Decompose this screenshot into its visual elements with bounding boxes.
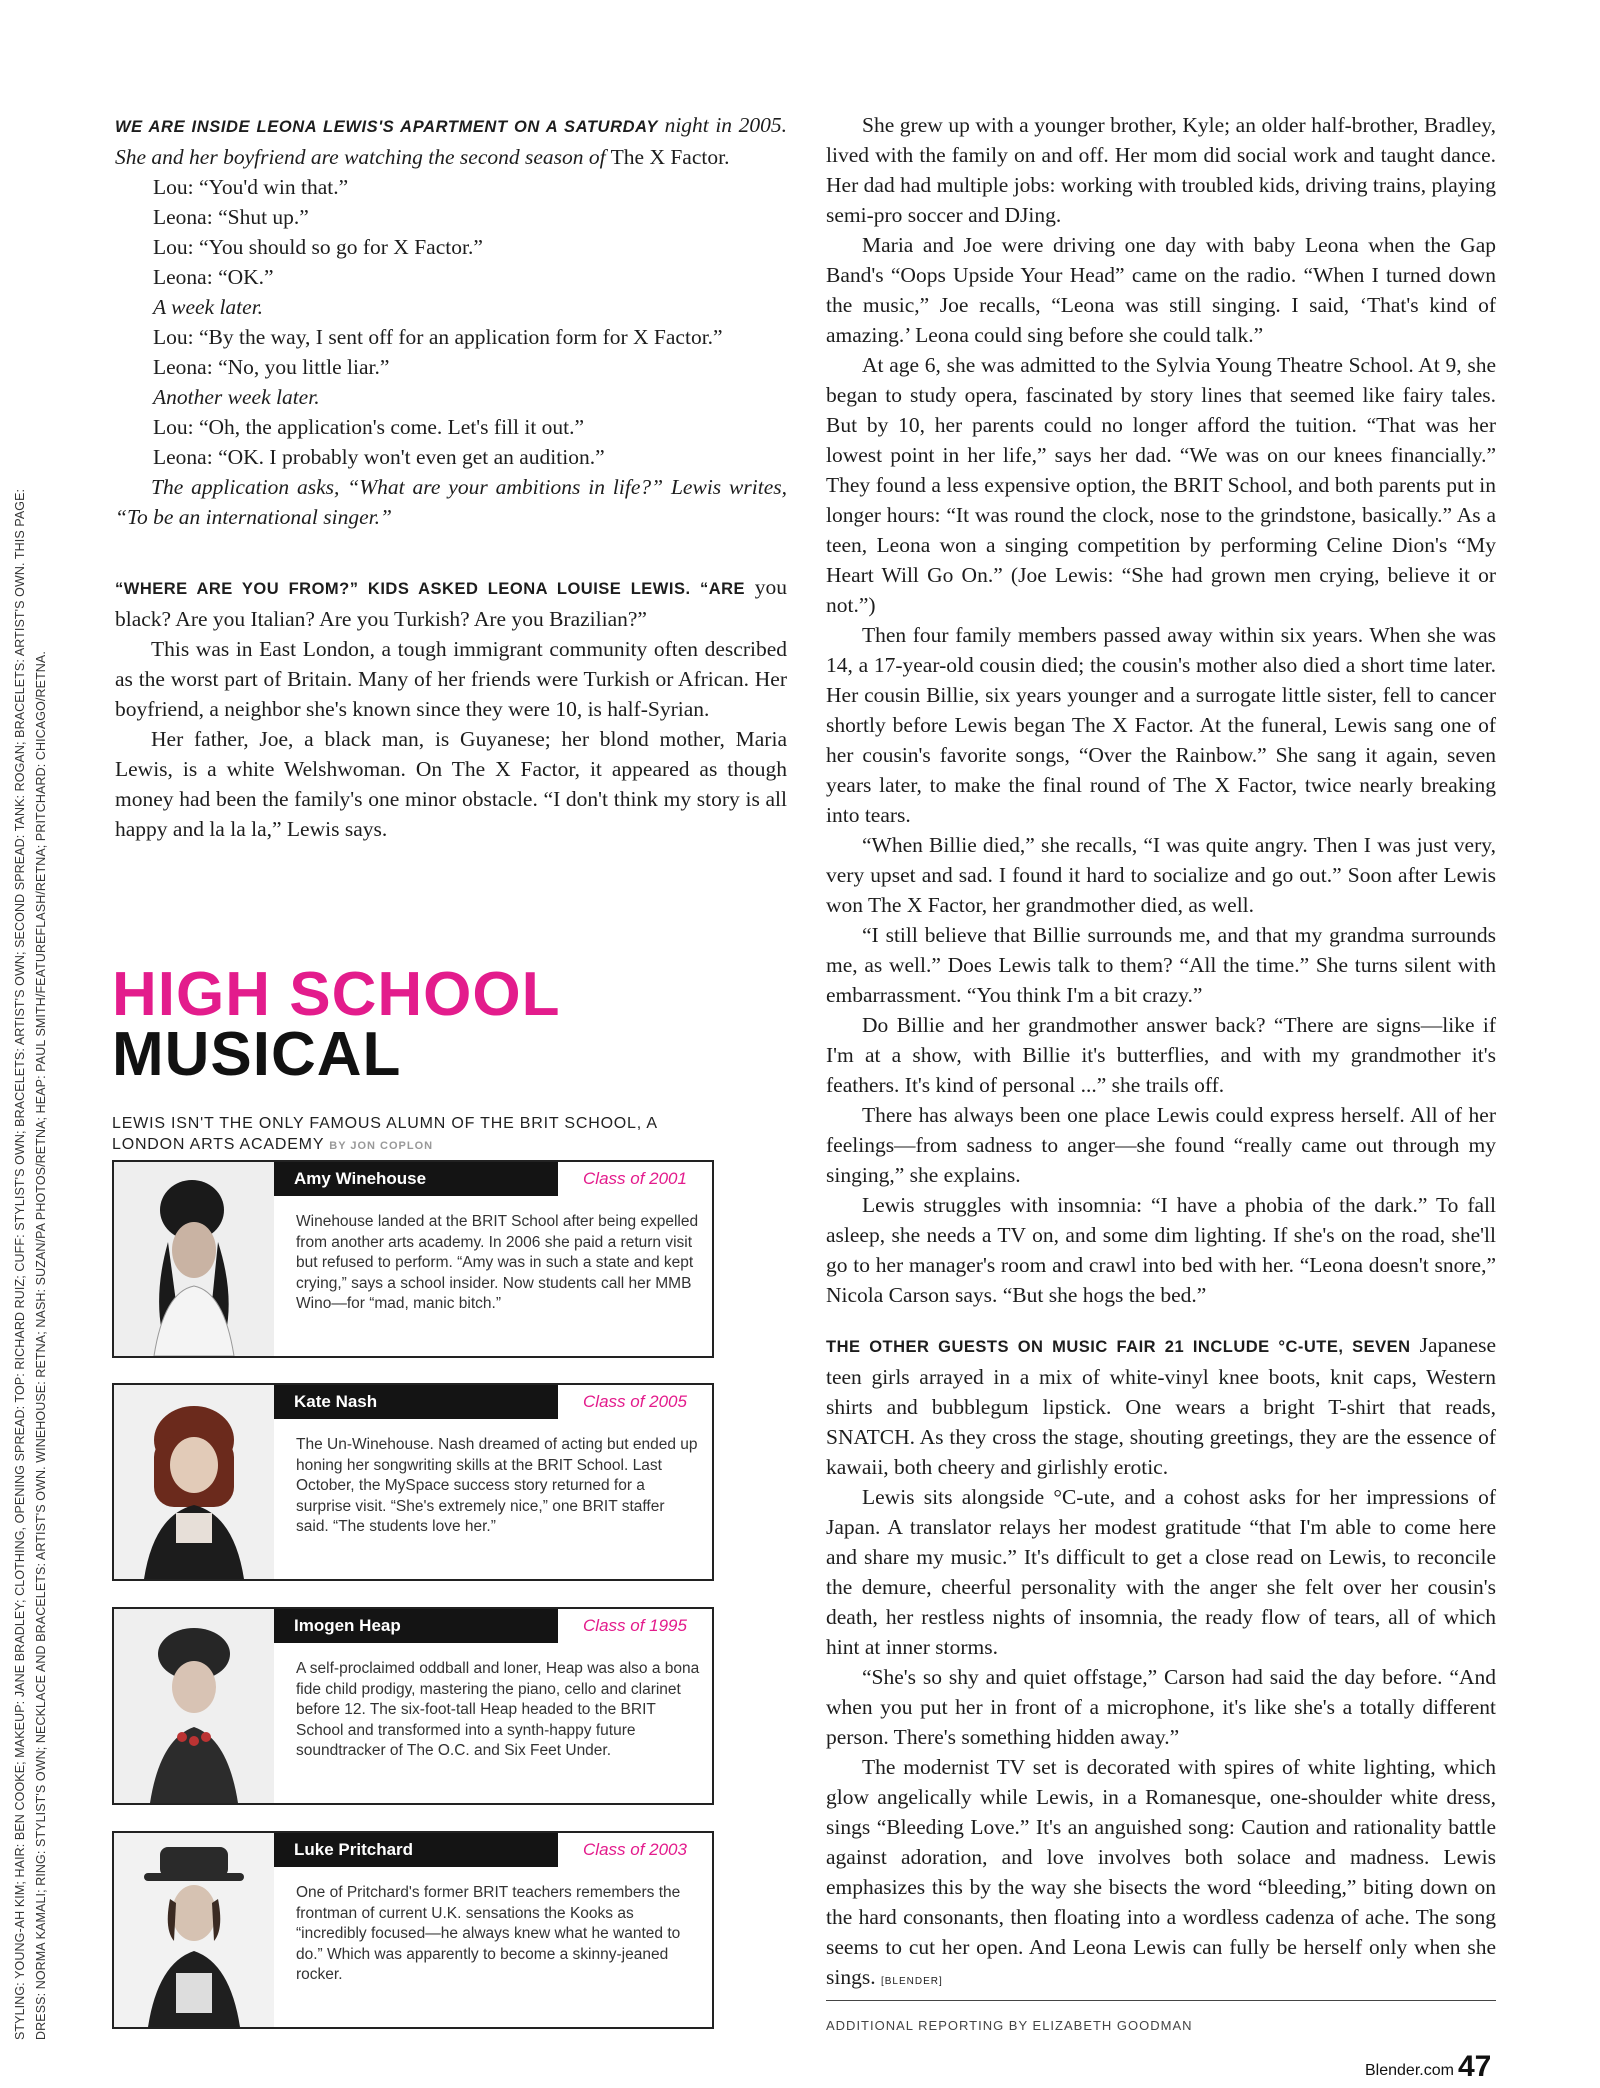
- alumni-text: One of Pritchard's former BRIT teachers remembers the frontman of current U.K. sensations the Kooks as “incredibly focused—he always knew what he wanted to do.” Which was apparently to become a skinny-jeaned rocker.: [296, 1884, 681, 1983]
- footer-divider: [826, 2000, 1496, 2001]
- page-number: 47: [1458, 2050, 1492, 2083]
- final-paragraph-text: The modernist TV set is decorated with spires of white lighting, which glow angelically while Lewis, in a Romanesque, one-shoulder white dress, sings “Bleeding Love.” It's an anguished song: Caution and rationality battle against adoration, and love involves both solace and madness. Lewis emphasizes this by the way she bisects the word “bleeding,” biting down on the hard consonants, then floating into a wordless cadenza of ache. The song seems to cut her open. And Leona Lewis can fully be herself only when she sings.: [826, 1755, 1496, 1989]
- section2-rest: you black? Are you Italian? Are you Turkish? Are you Brazilian?”: [115, 575, 788, 631]
- body-paragraph: Do Billie and her grandmother answer back? “There are signs—like if I'm at a show, with Billie it's butterflies, and with my grandmother it's feathers. It's kind of personal ...” she trails off.: [826, 1013, 1496, 1097]
- body-paragraph: This was in East London, a tough immigrant community often described as the worst part of Britain. Many of her friends were Turkish or African. Her boyfriend, a neighbor she's known since they were 10, is half-Syrian.: [115, 637, 787, 721]
- body-paragraph: Her father, Joe, a black man, is Guyanese; her blond mother, Maria Lewis, is a white Welshwoman. On The X Factor, it appeared as though money had been the family's one minor obstacle. “I don't think my story is all happy and la la la,” Lewis says.: [115, 727, 787, 841]
- body-paragraph: Lewis sits alongside °C-ute, and a cohost asks for her impressions of Japan. A translator relays her modest gratitude “that I'm able to come here and share my music.” It's difficult to get a close read on Lewis, to reconcile the demure, cheerful personality with the anger she felt over her cousin's death, her restless nights of insomnia, the ready flow of tears, all of which hint at inner storms.: [826, 1485, 1496, 1659]
- dialogue-line: Leona: “No, you little liar.”: [153, 355, 390, 379]
- lead-rest: night in 2005. She and her boyfriend are watching the second season of: [115, 113, 787, 169]
- alumni-name: Imogen Heap: [274, 1609, 558, 1643]
- body-paragraph: “When Billie died,” she recalls, “I was quite angry. Then I was just very, very upset and sad. I found it hard to socialize and go out.” Soon after Lewis won The X Factor, her grandmother died, as well.: [826, 833, 1496, 917]
- end-mark: [BLENDER]: [880, 1976, 943, 1987]
- alumni-class: Class of 2005: [583, 1392, 687, 1411]
- sidebar-title-line1: HIGH SCHOOL: [112, 960, 561, 1029]
- body-paragraph: Then four family members passed away within six years. When she was 14, a 17-year-old cousin died; the cousin's mother also died a short time later. Her cousin Billie, six years younger and a surrogate little sister, fell to cancer shortly before Lewis began The X Factor. At the funeral, Lewis sang one of her cousin's favorite songs, “Over the Rainbow.” She sang it again, seven years later, to make the final round of The X Factor, twice nearly breaking into tears.: [826, 623, 1496, 827]
- alumni-card: [112, 1383, 714, 1581]
- folio-site: Blender.com: [1365, 2062, 1454, 2079]
- credits-line-1: STYLING: YOUNG-AH KIM; HAIR: BEN COOKE; MAKEUP: JANE BRADLEY; CLOTHING, OPENING SPREAD: TOP: RICHARD RUIZ; CUFF: STYLIST'S OWN; BRACELETS: ARTIST'S OWN; SECOND SPREAD: TANK: ROGAN; BRACELETS: ARTIST'S OWN. THIS PAGE:: [13, 488, 27, 2040]
- body-paragraph: [826, 1752, 1496, 1997]
- left-column: [115, 110, 787, 844]
- alumni-class: Class of 2003: [583, 1840, 687, 1859]
- alumni-card: [112, 1831, 714, 2029]
- sidebar-deck: [112, 1113, 712, 1157]
- sidebar-deck-text: LEWIS ISN'T THE ONLY FAMOUS ALUMN OF THE BRIT SCHOOL, A LONDON ARTS ACADEMY: [112, 1115, 657, 1153]
- alumni-text: The Un-Winehouse. Nash dreamed of acting but ended up honing her songwriting skills at the BRIT School. Last October, the MySpace success story returned for a surprise visit. “She's extremely nice,” one BRIT staffer said. “The students love her.”: [296, 1436, 698, 1535]
- section2-lead: [115, 572, 787, 634]
- dialogue-line: A week later.: [153, 295, 264, 319]
- body-paragraph: Maria and Joe were driving one day with baby Leona when the Gap Band's “Oops Upside Your Head” came on the radio. “When I turned down the music,” Joe recalls, “Leona was still singing. I said, ‘That's kind of amazing.’ Leona could sing before she could talk.”: [826, 233, 1496, 347]
- section3-lead: [826, 1330, 1496, 1482]
- dialogue-line: Leona: “Shut up.”: [153, 205, 309, 229]
- dialogue-line: Another week later.: [153, 385, 320, 409]
- credits-line-2: DRESS: NORMA KAMALI; RING: STYLIST'S OWN; NECKLACE AND BRACELETS: ARTIST'S OWN. WINEHOUSE: RETNA; NASH: SUZAN/PA PHOTOS/RETNA; HEAP: PAUL SMITH/FEATUREFLASH/RETNA; PRITCHARD: CHICAGO/RETNA.: [34, 651, 48, 2040]
- alumni-card: [112, 1607, 714, 1805]
- body-paragraph: “She's so shy and quiet offstage,” Carson had said the day before. “And when you put her in front of a microphone, it's like she's a totally different person. There's something hidden away.”: [826, 1665, 1496, 1749]
- alumni-class: Class of 2001: [583, 1169, 687, 1188]
- body-paragraph: Lewis struggles with insomnia: “I have a phobia of the dark.” To fall asleep, she needs a TV on, and some dim lighting. If she's on the road, she'll go to her manager's room and crawl into bed with her. “Leona doesn't snore,” Nicola Carson says. “But she hogs the bed.”: [826, 1193, 1496, 1307]
- alumni-name: Luke Pritchard: [274, 1833, 558, 1867]
- section2-caps: “WHERE ARE YOU FROM?” KIDS ASKED LEONA LOUISE LEWIS. “ARE: [115, 580, 746, 598]
- body-paragraph: At age 6, she was admitted to the Sylvia Young Theatre School. At 9, she began to study opera, fascinated by story lines that seemed like fairy tales. But by 10, her parents could no longer afford the tuition. “That was her lowest point in her life,” says her dad. “We was on our knees financially.” They found a less expensive option, the BRIT School, and both parents put in longer hours: “It was round the clock, nose to the grindstone, basically.” As a teen, Leona won a singing competition by performing Celine Dion's “My Heart Will Go On.” (Joe Lewis: “She had grown men crying, believe it or not.”): [826, 353, 1496, 617]
- photo-credits: [10, 460, 54, 2040]
- sidebar-title-line2: MUSICAL: [112, 1020, 402, 1089]
- alumni-text: Winehouse landed at the BRIT School after being expelled from another arts academy. In 2006 she paid a return visit but refused to perform. “Amy was in such a state and kept crying,” says a school insider. Now students call her MMB Wino—for “mad, manic bitch.”: [296, 1213, 699, 1312]
- alumni-text: A self-proclaimed oddball and loner, Heap was also a bona fide child prodigy, mastering the piano, cello and clarinet before 12. The six-foot-tall Heap headed to the BRIT School and transformed into a synth-happy future soundtracker of The O.C. and Six Feet Under.: [296, 1660, 700, 1759]
- dialogue-line: Lou: “You should so go for X Factor.”: [153, 235, 483, 259]
- section3-caps: THE OTHER GUESTS ON MUSIC FAIR 21 INCLUDE °C-UTE, SEVEN: [826, 1338, 1411, 1356]
- right-column: [826, 110, 1496, 1997]
- dialogue-line: Lou: “You'd win that.”: [153, 175, 349, 199]
- application-paragraph: The application asks, “What are your ambitions in life?” Lewis writes, “To be an international singer.”: [115, 475, 787, 529]
- alumni-photo: [114, 1385, 274, 1579]
- dialogue-line: Leona: “OK.”: [153, 265, 274, 289]
- alumni-class: Class of 1995: [583, 1616, 687, 1635]
- alumni-name: Amy Winehouse: [274, 1162, 558, 1196]
- lead-caps: WE ARE INSIDE LEONA LEWIS'S APARTMENT ON A SATURDAY: [115, 118, 659, 136]
- section3-rest: Japanese teen girls arrayed in a mix of white-vinyl knee boots, knit caps, Western shirts and bubblegum lipstick. One wears a bright T-shirt that reads, SNATCH. As they cross the stage, shouting greetings, they are the essence of kawaii, both cheery and girlishly erotic.: [826, 1333, 1497, 1479]
- alumni-photo: [114, 1833, 274, 2027]
- lead-paragraph: [115, 110, 787, 172]
- body-paragraph: There has always been one place Lewis could express herself. All of her feelings—from sadness to anger—she found “really came out through my singing,” she explains.: [826, 1103, 1496, 1187]
- alumni-name: Kate Nash: [274, 1385, 558, 1419]
- body-paragraph: She grew up with a younger brother, Kyle; an older half-brother, Bradley, lived with the family on and off. Her mom did social work and taught dance. Her dad had multiple jobs: working with troubled kids, driving trains, playing semi-pro soccer and DJing.: [826, 113, 1496, 227]
- alumni-photo: [114, 1162, 274, 1356]
- dialogue-line: Lou: “By the way, I sent off for an application form for X Factor.”: [153, 325, 723, 349]
- alumni-photo: [114, 1609, 274, 1803]
- sidebar-byline: BY JON COPLON: [329, 1140, 434, 1152]
- alumni-card: [112, 1160, 714, 1358]
- high-school-musical-sidebar: [112, 960, 712, 1983]
- dialogue-line: Leona: “OK. I probably won't even get an audition.”: [153, 445, 605, 469]
- lead-show: The X Factor.: [610, 145, 730, 169]
- body-paragraph: “I still believe that Billie surrounds me, and that my grandma surrounds me, as well.” Does Lewis talk to them? “All the time.” She turns silent with embarrassment. “You think I'm a bit crazy.”: [826, 923, 1496, 1007]
- dialogue-line: Lou: “Oh, the application's come. Let's fill it out.”: [153, 415, 585, 439]
- additional-reporting-note: ADDITIONAL REPORTING BY ELIZABETH GOODMAN: [826, 2018, 1193, 2033]
